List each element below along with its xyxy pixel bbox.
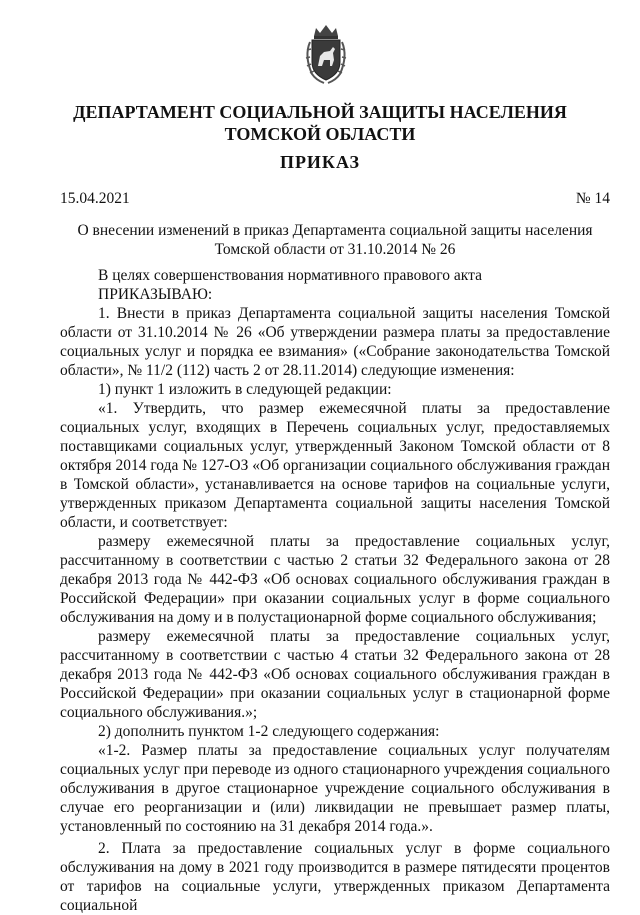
paragraph-subitem-1: 1) пункт 1 изложить в следующей редакции:	[98, 381, 392, 398]
document-type: ПРИКАЗ	[279, 152, 361, 172]
document-subject	[60, 221, 610, 259]
organization-name-line1: ДЕПАРТАМЕНТ СОЦИАЛЬНОЙ ЗАЩИТЫ НАСЕЛЕНИЯ	[73, 102, 567, 122]
paragraph-quote-1-2: «1-2. Размер платы за предоставление социальных услуг получателям социальных услуг при переводе из одного стационарного учреждения социального обслуживания в другое стационарное учреждение социального обслуживания в случае его реорганизации и (или) ликвидации не превышает размер платы, установленный по состоянию на 31 декабря 2014 года.».	[60, 742, 610, 835]
organization-name-line2: ТОМСКОЙ ОБЛАСТИ	[224, 124, 416, 144]
paragraph-subitem-2: 2) дополнить пунктом 1-2 следующего содержания:	[98, 723, 440, 740]
document-number: № 14	[575, 190, 610, 207]
paragraph-preamble: В целях совершенствования нормативного правового акта	[98, 267, 482, 284]
paragraph-clause-b: размеру ежемесячной платы за предоставление социальных услуг, рассчитанному в соответствии с частью 4 статьи 32 Федерального закона от 28 декабря 2013 года № 442-ФЗ «Об основах социального обслуживания граждан в Российской Федерации» при оказании социальных услуг в стационарной форме социального обслуживания.»;	[60, 628, 610, 721]
document-body	[60, 266, 610, 915]
paragraph-item-2: 2. Плата за предоставление социальных услуг в форме социального обслуживания на дому в 2021 году производится в размере пятидесяти процентов от тарифов на социальные услуги, утвержденных приказом Департамента социальной	[60, 840, 610, 914]
paragraph-clause-a: размеру ежемесячной платы за предоставление социальных услуг, рассчитанному в соответствии с частью 2 статьи 32 Федерального закона от 28 декабря 2013 года № 442-ФЗ «Об основах социального обслуживания граждан в Российской Федерации» при оказании социальных услуг в форме социального обслуживания на дому и в полустационарной форме социального обслуживания;	[60, 533, 610, 626]
paragraph-item-1: 1. Внести в приказ Департамента социальной защиты населения Томской области от 31.10.2014 № 26 «Об утверждении размера платы за предоставление социальных услуг и порядка ее взимания» («Собрание законодательства Томской области», № 11/2 (112) часть 2 от 28.11.2014) следующие изменения:	[60, 305, 610, 379]
document-date: 15.04.2021	[60, 190, 130, 207]
paragraph-order: ПРИКАЗЫВАЮ:	[98, 286, 213, 303]
subject-line1: О внесении изменений в приказ Департамента социальной защиты населения	[77, 222, 593, 239]
subject-line2: Томской области от 31.10.2014 № 26	[214, 241, 456, 258]
paragraph-quote-1: «1. Утвердить, что размер ежемесячной платы за предоставление социальных услуг, входящих в Перечень социальных услуг, предоставляемых поставщиками социальных услуг, утвержденный Законом Томской области от 8 октября 2014 года № 127-ОЗ «Об организации социального обслуживания граждан в Томской области», устанавливается на основе тарифов на социальные услуги, утвержденных приказом Департамента социальной защиты населения Томской области, и соответствует:	[60, 400, 610, 531]
coat-of-arms-icon	[300, 22, 352, 86]
organization-name	[0, 101, 640, 145]
